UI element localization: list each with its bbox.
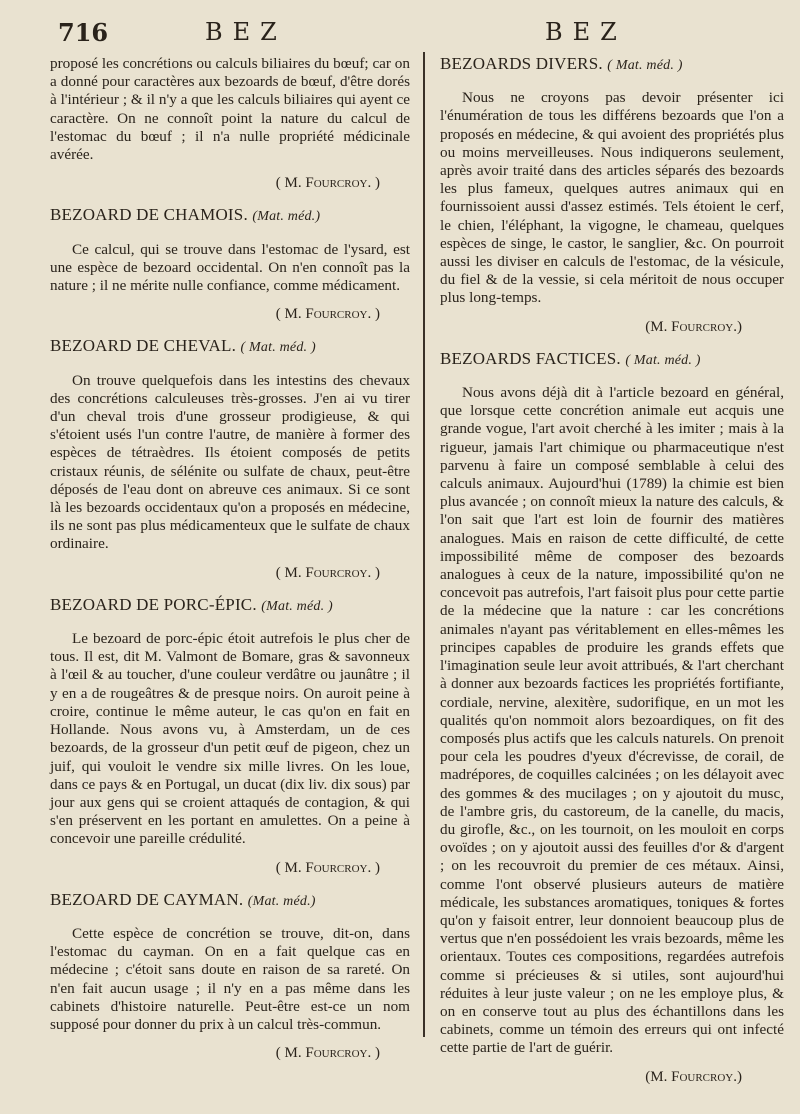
heading-title: BEZOARD DE PORC-ÉPIC. (50, 594, 257, 614)
heading-category: ( Mat. méd. ) (607, 58, 683, 73)
author-signature: (M. Fourcroy.) (645, 318, 742, 335)
article-body: On trouve quelquefois dans les intestins des chevaux des concrétions calculeuses très-grosses. J'en ai vu tirer d'un cheval trois d'une grosseur prodigieuse, & qui s'étoient usés l'un contre l'autre, de manière à former des espèces de tétraèdres. Ils étoient composés de petits cristaux réunis, de sélénite ou sulfate de chaux, peut-être déposés de l'eau dont on abreuve ces animaux. Si ce sont là les bezoards occidentaux qu'on a proposés en médecine, ils ne sont pas plus médicamenteux que le sulfate de chaux ordinaire. (50, 371, 410, 553)
author-signature: ( M. Fourcroy. ) (275, 564, 380, 581)
heading-title: BEZOARD DE CHEVAL. (50, 336, 237, 356)
heading-category: ( Mat. méd. ) (625, 352, 701, 368)
article-body: Cette espèce de concrétion se trouve, dit-on, dans l'estomac du cayman. On en a fait quelque cas en médecine ; c'étoit sans doute en raison de sa rareté. On n'en fait aucun usage ; il n'y en a pas même dans les cabinets d'histoire naturelle. Peut-être est-ce un nom supposé pour donner du prix à un calcul très-commun. (50, 924, 410, 1033)
left-column (50, 55, 410, 1066)
author-signature: (M. Fourcroy.) (645, 1068, 742, 1085)
page-number: 716 (58, 18, 109, 47)
article-body: Ce calcul, qui se trouve dans l'estomac de l'ysard, est une espèce de bezoard occidental. On n'en connoît pas la nature ; il ne mérite nulle confiance, comme médicament. (50, 240, 410, 295)
heading-category: (Mat. méd.) (252, 209, 321, 225)
running-head-right: BEZ (545, 18, 627, 46)
heading-title: BEZOARD DE CAYMAN. (50, 889, 244, 909)
author-signature: ( M. Fourcroy. ) (275, 306, 380, 323)
article-body: Nous ne croyons pas devoir présenter ici l'énumération de tous les différens bezoards que l'on a proposés en médecine, & qui avoient des propriétés plus ou moins merveilleuses. Nous indiquerons seulement, après avoir traité dans des articles séparés des bezoards les plus fameux, quelques autres animaux qui en fournissoient aussi d'assez estimés. Tels étoient le cerf, le chien, l'éléphant, la vigogne, le chameau, quelques espèces de singe, le castor, le sanglier, &c. On pourroit aussi les diviser en calculs de l'estomac, de la vésicule, du fiel & de la vessie, si cela méritoit de nous occuper plus long-temps. (440, 89, 784, 307)
article-heading-chamois (50, 206, 410, 226)
page-header (0, 18, 800, 52)
right-column (440, 55, 784, 1090)
author-signature: ( M. Fourcroy. ) (275, 859, 380, 876)
heading-title: BEZOARDS DIVERS. (440, 54, 603, 73)
paragraph-continued: proposé les concrétions ou calculs biliaires du bœuf; car on a donné pour caractères aux bezoards de bœuf, d'être dorés à l'intérieur ; & il n'y a que les calculs biliaires qui ayent ce caractère. On ne connoît point la nature du calcul de l'estomac du bœuf ; il n'a nulle propriété médicinale avérée. (50, 55, 410, 164)
heading-category: ( Mat. méd. ) (240, 340, 316, 356)
article-heading-factices (440, 350, 784, 370)
article-heading-divers (440, 55, 784, 75)
heading-title: BEZOARDS FACTICES. (440, 348, 621, 368)
article-body: Nous avons déjà dit à l'article bezoard en général, que lorsque cette concrétion animale eut acquis une grande vogue, l'art avoit cherché à les imiter ; mais à la rigueur, jamais l'art chimique ou pharmaceutique n'est parvenu à faire un composé semblable à celui des calculs animaux. Aujourd'hui (1789) la chimie est bien plus avancée ; on connoît mieux la nature des calculs, & l'on sait que l'art est loin de fournir des matières analogues. Mais en raison de cette difficulté, de cette impossibilité même de composer des bezoards analogues à ceux de la nature, impossibilité qu'on ne concevoit pas autrefois, l'art faisoit plus pour cette partie de la médecine que la nature : car les concrétions animales n'ayant pas véritablement en elles-mêmes les principes capables de produire les grands effets que l'imagination seule leur avoit attribués, & l'art cherchant à donner aux bezoards factices les propriétés fortifiante, cordiale, nervine, alexitère, sudorifique, en un mot les qualités qu'on nommoit alors bezoardiques, on fit des composés plus actifs que les calculs naturels. On prenoit pour cela les poudres d'yeux d'écrevisse, de corail, de madrépores, de coquilles calcinées ; on les délayoit avec des gommes & des mucilages ; on y ajoutoit du musc, de l'ambre gris, du castoreum, de la canelle, du macis, du girofle, &c., on les tournoit, on les mouloit en corps ovoïdes ; on y ajoutoit aussi des feuilles d'or & d'argent ; on les recouvroit du premier de ces métaux. Ainsi, comme l'ont observé plusieurs auteurs de matière médicale, les substances aromatiques, toniques & fortes qu'on y faisoit entrer, leur donnoient beaucoup plus de vertus que n'en possédoient les vrais bezoards, même les orientaux. Toutes ces compositions, regardées autrefois comme si précieuses & si utiles, sont aujourd'hui réduites à leur juste valeur ; on ne les employe plus, & on en conserve tout au plus des échantillons dans les cabinets, comme un témoin des erreurs qui ont infecté cette partie de l'art de guérir. (440, 384, 784, 1057)
author-signature: ( M. Fourcroy. ) (275, 1045, 380, 1062)
article-heading-cayman (50, 891, 410, 911)
heading-category: (Mat. méd. ) (261, 598, 333, 614)
article-heading-porc-epic (50, 596, 410, 616)
article-heading-cheval (50, 337, 410, 357)
heading-title: BEZOARD DE CHAMOIS. (50, 205, 248, 225)
running-head-left: BEZ (205, 18, 287, 46)
article-body: Le bezoard de porc-épic étoit autrefois le plus cher de tous. Il est, dit M. Valmont de Bomare, gras & savonneux à l'œil & au toucher, d'une couleur verdâtre ou jaunâtre ; il y en a de rougeâtres & de presque noirs. On auroit peine à croire, continue le même auteur, le cas qu'on en fait en Hollande. Nous avons vu, à Amsterdam, un de ces bezoards, de la grosseur d'un petit œuf de pigeon, chez un juif, qui vouloit le vendre six mille livres. On les loue, dans ce pays & en Portugal, un ducat (dix liv. dix sous) par jour aux gens qui se croient attaqués de contagion, & qui s'en préservent en les portant en amulettes. On a peine à concevoir une pareille crédulité. (50, 630, 410, 848)
column-rule (423, 52, 425, 1037)
author-signature: ( M. Fourcroy. ) (275, 175, 380, 192)
heading-category: (Mat. méd.) (247, 893, 316, 909)
